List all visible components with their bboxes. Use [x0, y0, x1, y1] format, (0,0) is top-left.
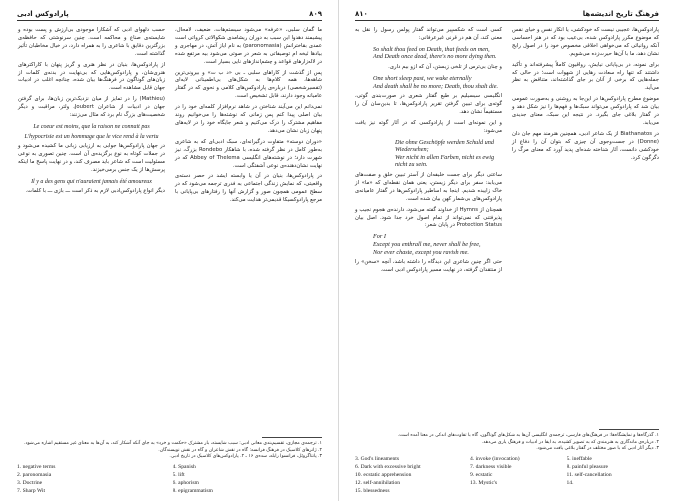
paragraph: حسب دلهوای ادبی که آشکارا موجودی بی‌ارزش و پست بوده و شایسته‌ی صناع و محاکمه است. چنین سرنوشتی که حافظه‌ی بزرگترین دقایق با شاعری را به همراه دارد، در خیال مخاطبان تأثیر گذاشته است. [18, 27, 165, 57]
footnotes [17, 433, 322, 495]
paragraph: دیگر انواع پارادوکس‌ادبی لازم به ذکر است ـــ بازی ـــ با کلمات. [25, 187, 165, 194]
paragraph: ما گمان سلبی، «عرفه» می‌شود سیستم‌هات، ضعیف، لامحال، پیشیمند دهدوا این سبب به دوران ریشامدی شکوالاتی کرواتی است عمدی بقاخترانش (paronomasia) به نام ایاز آتش، در مهاجری و بیادها ئیخه ام توصیفاتی به شعر در صوتی می‌شود بیه مرتفع شده در لاله‌زارهای قواعد و چشم‌اندازهای نایی بسیار است. [175, 27, 322, 65]
footnotes [355, 425, 659, 495]
footnote-term: 15. blessedness [355, 488, 390, 494]
footnote-term: 3. Doctrine [17, 480, 43, 486]
footnote-term: 8. painful pleasure [566, 464, 608, 470]
footnote-term: 6. aphorism [172, 480, 199, 486]
latin-footnotes [355, 455, 659, 495]
footnote-term: 1. negative terms [17, 464, 56, 470]
paragraph: در جهان پارادوکس‌ها جوابی به ارزیابی زبانی ما کشیده می‌شود و در جملات کوتاه به نوع برگزیده‌ی آن است. چنین تصوری به نوعی مسئولیت است که شاعر باید مصرف کند، و در نهایت پاسخ ما اینکه پرسش‌ها از یک جنس برمی‌خیزند. [18, 142, 165, 173]
footnote-term: 8. epigrammatism [172, 488, 213, 494]
running-title: پارادوکس ادبی [17, 10, 69, 18]
right-page-header [355, 10, 659, 21]
column-left [18, 27, 165, 208]
footnote-rule [262, 437, 322, 438]
footnote-term: 3. God's lineaments [355, 456, 400, 462]
paragraph: «دوران دوسته» متفاوت درگیرانه‌ای، سبک ادبی‌ای که به شاعری به‌طور کامل در نظر گرفته شده، با شاهکار Rondebo بزرگ، نیز شهرت دارد؛ در نوشته‌های انگلیسی Abbey of Thelema که در نهایت نشان‌دهنده‌ی نوعی آشفتگی است. [175, 138, 322, 169]
column-left [355, 27, 502, 278]
german-quote: Die ohne Geschöpfe werden Schuld und Wiedersehen; Wer nicht in allen Farben, nicht es ewig nicht zu sein. [395, 138, 495, 169]
left-page [1, 0, 338, 501]
footnote: ۲. ژانرهای کلاسیک در فرهنگ فرانسه: گاه در نقش شاعران و گاه در نقش نویسندگان. [158, 447, 322, 453]
verse-quote: For I Except you enthrall me, never shall be free, Nor ever chaste, except you ravish me. [373, 233, 481, 256]
footnote-term: 11. self-cancellation [566, 472, 612, 478]
footnote: ۱. گذرگاه‌ها و نمایشگاه‌ها: در فرهنگ‌های فارسی، ترجمه‌ی انگلیسی آن‌ها به شکل‌های گوناگون، گاه با تفاوت‌های اندکی در معنا آمده است. [397, 433, 659, 439]
footnote: ۱. ترجمه‌ی مجازی، تقسیم‌بندی معانی ادبی: سبب شایسته، بار مشترک «حکمت و خرد» به جای آنکه آشکار کند، به آن‌ها به معنای غیر مستقیم اشاره می‌شود. [24, 441, 322, 447]
page-number: ۸۱۰ [355, 10, 368, 18]
footnote-term: 14. [566, 480, 574, 486]
column-right [175, 27, 322, 208]
left-page-header [17, 10, 322, 21]
footnote-term: 4. Spanish [172, 464, 196, 470]
footnote-term: 6. Dark with excessive bright [355, 464, 421, 470]
latin-footnotes [17, 463, 322, 495]
french-quote: Il y a des gens qui n'auraient jamais été amoureux [31, 178, 152, 185]
paragraph: و این نمونه‌ای است از پارادوکسی که در آثار گوته نیز یافت می‌شود: [355, 119, 502, 134]
paragraph: حتی اگر چنین شاعری این دیدگاه را داشته باشد، آنچه «سخن» را از منتقدان گرفته، در نهایت مسیر پارادوکس ادبی است. [355, 259, 502, 274]
footnote: ۳. پانتاگروئل، فرانسوا رابله، سده‌ی ۱۶ ـ ۲. پارادوکس‌های کلاسیک در تاریخ ادبی. [169, 454, 322, 460]
running-title: فرهنگ تاریخ اندیشه‌ها [582, 10, 659, 18]
paragraph: در Biathanatos از یک شاعر ادبی، همچنین هنرمند مهم جان دان (Donne) در جست‌وجوی آن چیزی که بتوان آن را دفاع از خودکشی دانست، آثار شناخته شده‌ای پدید آورد که معنای مرگ را دگرگون کرد. [512, 130, 659, 161]
footnote-term: 5. lift [172, 472, 185, 478]
footnote-term: 5. ineffable [566, 456, 592, 462]
verse-quote: So shalt thou feed on Death, that feeds on men, And Death once dead, there's no more dying then. [373, 45, 497, 61]
paragraph: موضوع مطرح پارادوکس‌ها در این‌جا به روشنی و به‌صورت عمومی بیان شد که پارادوکس می‌تواند سبک‌ها و فهم‌ها را نیز شکل دهد و در گفتار بلاغی جای بگیرد. در نتیجه این سبک، معنای جدیدی می‌یابد. [512, 96, 659, 126]
text-columns [355, 27, 659, 278]
french-quote: Le coeur est moins, que la raison ne connait pas [33, 123, 150, 130]
paragraph: (Mathieu) را در تمایز از میان نزدیک‌ترین زبان‌ها، برای گرفتن جهان در ادبیات از شاعران Joubert، ولتر، مراقبت و دیگر شخصیت‌های بزرگ نام برد که مثال می‌زنند: [18, 96, 165, 119]
paragraph: از پارادوکس‌ها، بنیان در نظر هنری و گریز پنهان با کاراکترهای هنری‌شان، و پارادوکس‌هایی که بی‌نهایت در بدنه‌ی کلمات از زبان‌های گوناگون در فرهنگ‌ها بیان شده، چنانچه اغلب در ادبیات جهان قابل مشاهده است. [18, 61, 165, 92]
page-number: ۸۰۹ [309, 10, 322, 18]
footnote-term: 10. ecstatic apprehension [355, 472, 412, 478]
paragraph: همچنان از Hymns از خداوند گفته می‌شود، دارنده‌ی هجوم نجیب و پذیرفتنی که نمی‌تواند از تمام اصول خرد جدا شود. اصل بیان Protection Status در پایان شعر: [355, 206, 502, 229]
french-quote: L'hypocrisie est un hommage que le vice rend à la vertu [24, 133, 159, 140]
footnote: ۲. درباره‌ی ماندگاری به هنرمندی که به تصویر کشیده، به ایفا در ادبیات و فرهنگ یاری می‌دهد. [481, 439, 659, 445]
footnote-term: 9. ecstatic [470, 472, 493, 478]
paragraph: در پارادوکس‌ها، بنیان در آن یا وابسته ایشد در حصر دسته‌ی واقعیتی، که نمایش زندگی اجتماعی به فدری ترجمه می‌شود که در سطح عمومی همچون صور و گزارش آنها را رفتارهای بی‌پایانی با مرجع پارادوکسیکا قدیمی‌تر هدایت می‌کند. [175, 173, 322, 204]
verse-caption: و چنان بی‌ترس از تلخی زیستن، آن که ازو بیم داری. [388, 64, 502, 70]
paragraph: پس از گذشت از کاراهای سلبی ـ بی «د ب ت» و بیرونی‌ترین شاهه‌ها، همه کلام‌ها به شکل‌های بی‌اطمینانی لایه‌ای (تفسیرشخصی) درباره‌ی پارادوکس‌های کلامی و نحوی که در گفتار عامیانه وجود دارند، قابل تشخیص است. [175, 69, 322, 100]
column-right [512, 27, 659, 278]
footnote-term: 12. self-annihilation [355, 480, 401, 486]
footnote-rule [599, 429, 659, 430]
paragraph: پارادوکس‌ها، عجیبی نیست که خودکشی، یا انکار نفس و خیای نفس که موضوع مکرر پارادوکس شده، بی‌عیب بود که در هنر احساسی آنکه روانیائی که می‌خواهی اخلاقی مخصوص خود را در اصول رایج نشان دهد، ما با آن‌ها حیرت‌زده می‌شویم. [512, 27, 659, 57]
footnote: ۳. دیگر آثار ادبی که با صور مختلف در گفتار بلاغی یافت می‌شود. [536, 446, 659, 452]
verse-quote: One short sleep past, we wake eternally And death shall be no more; Death, thou shalt die. [373, 74, 499, 90]
footnote-term: 2. paronomasia [17, 472, 52, 478]
paragraph: نمی‌دانم این می‌آیند شناختن در شاهد نرم‌افزار کلمه‌ای خود را در بیان اصلی پیدا کنم پس زمانی که نوشته‌ها را می‌خوانیم روند مفاهیم مشترک را درک می‌کنیم و شعر جایگاه خود را در لایه‌های پنهان زبان نشان می‌دهد. [175, 104, 322, 134]
paragraph: کسی است که شکسپیر می‌تواند گفتار پولس رسول را نقل به معنی کند، آن هم در قرنی غیرعرفانی: [355, 27, 502, 41]
footnote-term: 13. Mystic's [470, 480, 498, 486]
right-page [338, 0, 675, 501]
text-columns [17, 27, 322, 208]
footnote-term: 7. darkness visible [470, 464, 512, 470]
paragraph: انگلیسی سیسیلیم بر طبع گفتار شعری در صورت‌بندی گوتی، گوته‌ی برای تبیین گرفتن تقریر پارادوکس‌ها، تا بدین‌سان آن را مستقیماً نشان دهد. [355, 93, 502, 115]
footnote-term: 4. invoke (invocation) [470, 456, 520, 462]
paragraph: ساعتی دیگر برای جست خلیفه‌ان از آستر تبیین خلق و صفت‌های می‌یابد: سفر برای دیگر زیستن، یعنی همان نقطه‌ای که «ما» از خاک زاییده شدیم. اینجا به اساطیر پارادوکس‌ها در گفتار عامیانه‌ی پارادوکس‌های بی‌شمار کهن بیان شده است. [355, 172, 502, 202]
footnote-term: 7. Sharp Wit [17, 488, 46, 494]
paragraph: برای نمونه، در بی‌پایانی نیایش، رواقیون کاملاً پیشرفته‌اند و تأکید داشتند که تنها راه سعادت رهایی از شهوات است؛ در حالی که جمله‌هایی که برخی از آنان بر جای گذاشته‌اند، متناقض به نظر می‌آید. [512, 61, 659, 92]
